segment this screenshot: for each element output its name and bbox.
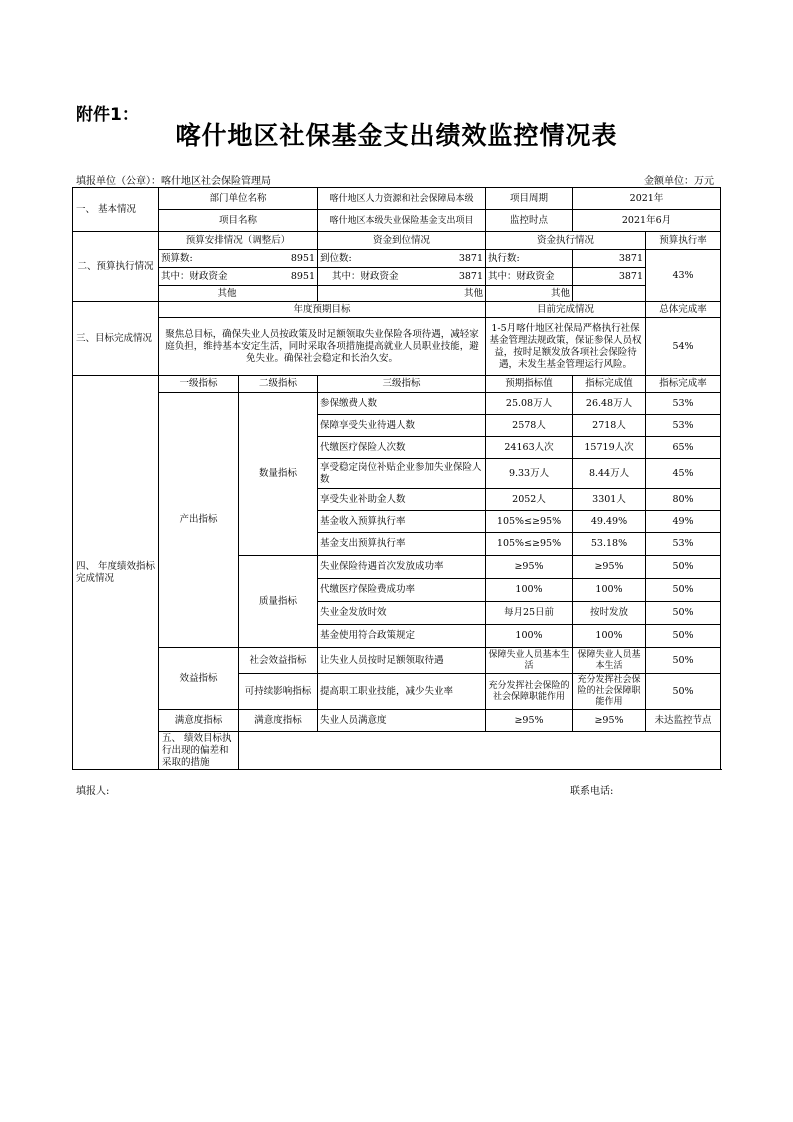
indicator-name: 让失业人员按时足额领取待遇 bbox=[318, 648, 486, 674]
fin-arrival-cell bbox=[318, 268, 486, 286]
goal-head-total: 总体完成率 bbox=[646, 302, 721, 318]
other-exec-label: 其他 bbox=[486, 286, 573, 302]
indicator-actual: 53.18% bbox=[573, 533, 646, 556]
indicator-rate: 50% bbox=[646, 648, 721, 674]
other-arrival-label: 其他 bbox=[318, 286, 486, 302]
section-deviation: 五、 绩效目标执行出现的偏差和采取的措施 bbox=[159, 732, 239, 770]
goal-annual-text: 聚焦总目标，确保失业人员按政策及时足额领取失业保险各项待遇，减轻家庭负担，维持基本安定生活，同时采取各项措施提高就业人员职业技能，避免失业。确保社会稳定和长治久安。 bbox=[159, 318, 486, 376]
cycle-label: 项目周期 bbox=[486, 188, 573, 210]
indicator-rate: 50% bbox=[646, 556, 721, 579]
indicator-name: 保障享受失业待遇人数 bbox=[318, 415, 486, 437]
section-budget: 二、预算执行情况 bbox=[73, 232, 159, 302]
head-l1: 一级指标 bbox=[159, 376, 239, 393]
indicator-rate: 45% bbox=[646, 459, 721, 489]
indicator-name: 代缴医疗保险人次数 bbox=[318, 437, 486, 459]
indicator-expected: 充分发挥社会保险的社会保障职能作用 bbox=[486, 674, 573, 710]
indicator-actual: 15719人次 bbox=[573, 437, 646, 459]
performance-table bbox=[72, 187, 721, 770]
indicator-expected: 9.33万人 bbox=[486, 459, 573, 489]
monitor-value: 2021年6月 bbox=[573, 210, 721, 232]
goal-head-current: 目前完成情况 bbox=[486, 302, 646, 318]
indicator-expected: 2578人 bbox=[486, 415, 573, 437]
indicator-rate: 未达监控节点 bbox=[646, 710, 721, 732]
indicator-rate: 53% bbox=[646, 415, 721, 437]
arrival-value: 3871 bbox=[458, 252, 484, 264]
l2-quality: 质量指标 bbox=[239, 556, 318, 648]
l2-sustain: 可持续影响指标 bbox=[239, 674, 318, 710]
goal-head-annual: 年度预期目标 bbox=[159, 302, 486, 318]
indicator-actual: 按时发放 bbox=[573, 602, 646, 625]
indicator-rate: 50% bbox=[646, 674, 721, 710]
other-label: 其他 bbox=[159, 286, 239, 302]
indicator-expected: 100% bbox=[486, 579, 573, 602]
attachment-label: 附件1： bbox=[76, 105, 139, 125]
head-l2: 二级指标 bbox=[239, 376, 318, 393]
section-basic: 一、 基本情况 bbox=[73, 188, 159, 232]
budget-head-exec: 资金执行情况 bbox=[486, 232, 646, 250]
fin-arrival: 3871 bbox=[458, 270, 484, 282]
budget-head-plan: 预算安排情况（调整后） bbox=[159, 232, 318, 250]
indicator-expected: 每月25日前 bbox=[486, 602, 573, 625]
indicator-actual: 8.44万人 bbox=[573, 459, 646, 489]
indicator-rate: 49% bbox=[646, 511, 721, 533]
arrival-cell bbox=[318, 250, 486, 268]
exec-value: 3871 bbox=[573, 250, 646, 268]
indicator-name: 提高职工职业技能，减少失业率 bbox=[318, 674, 486, 710]
indicator-rate: 50% bbox=[646, 625, 721, 648]
section-goal: 三、目标完成情况 bbox=[73, 302, 159, 376]
indicator-name: 代缴医疗保险费成功率 bbox=[318, 579, 486, 602]
indicator-actual: 100% bbox=[573, 579, 646, 602]
goal-total-value: 54% bbox=[646, 318, 721, 376]
l2-quantity: 数量指标 bbox=[239, 393, 318, 556]
contact-phone: 联系电话: bbox=[570, 786, 614, 797]
head-rate: 指标完成率 bbox=[646, 376, 721, 393]
indicator-expected: 24163人次 bbox=[486, 437, 573, 459]
indicator-expected: 25.08万人 bbox=[486, 393, 573, 415]
l1-output: 产出指标 bbox=[159, 393, 239, 648]
indicator-name: 失业金发放时效 bbox=[318, 602, 486, 625]
indicator-expected: ≥95% bbox=[486, 710, 573, 732]
l2-satisfaction: 满意度指标 bbox=[239, 710, 318, 732]
indicator-actual: 保障失业人员基本生活 bbox=[573, 648, 646, 674]
indicator-rate: 53% bbox=[646, 533, 721, 556]
other-plan bbox=[239, 286, 318, 302]
indicator-actual: 2718人 bbox=[573, 415, 646, 437]
section-annual: 四、 年度绩效指标完成情况 bbox=[73, 376, 159, 770]
indicator-expected: 保障失业人员基本生活 bbox=[486, 648, 573, 674]
budget-rate-value: 43% bbox=[646, 250, 721, 302]
indicator-actual: 3301人 bbox=[573, 489, 646, 511]
plan-label: 预算数: bbox=[159, 250, 239, 268]
l2-social: 社会效益指标 bbox=[239, 648, 318, 674]
filler-unit: 填报单位（公章）：喀什地区社会保险管理局 bbox=[76, 176, 271, 187]
indicator-expected: 105%≤≥95% bbox=[486, 511, 573, 533]
indicator-name: 基金收入预算执行率 bbox=[318, 511, 486, 533]
indicator-expected: 100% bbox=[486, 625, 573, 648]
goal-current-text: 1-5月喀什地区社保局严格执行社保基金管理法规政策，保证参保人员权益，按时足额发放各项社会保险待遇，未发生基金管理运行风险。 bbox=[486, 318, 646, 376]
deviation-content bbox=[239, 732, 721, 770]
indicator-rate: 53% bbox=[646, 393, 721, 415]
indicator-rate: 50% bbox=[646, 579, 721, 602]
indicator-name: 基金支出预算执行率 bbox=[318, 533, 486, 556]
exec-label: 执行数: bbox=[486, 250, 573, 268]
indicator-rate: 80% bbox=[646, 489, 721, 511]
indicator-expected: 2052人 bbox=[486, 489, 573, 511]
plan-value: 8951 bbox=[239, 250, 318, 268]
head-expected: 预期指标值 bbox=[486, 376, 573, 393]
indicator-name: 失业保险待遇首次发放成功率 bbox=[318, 556, 486, 579]
budget-head-rate: 预算执行率 bbox=[646, 232, 721, 250]
indicator-actual: 26.48万人 bbox=[573, 393, 646, 415]
head-l3: 三级指标 bbox=[318, 376, 486, 393]
indicator-rate: 50% bbox=[646, 602, 721, 625]
fin-exec: 3871 bbox=[573, 268, 646, 286]
indicator-expected: 105%≤≥95% bbox=[486, 533, 573, 556]
other-exec bbox=[573, 286, 646, 302]
project-value: 喀什地区本级失业保险基金支出项目 bbox=[318, 210, 486, 232]
indicator-name: 享受失业补助金人数 bbox=[318, 489, 486, 511]
fin-label: 其中：财政资金 bbox=[159, 268, 239, 286]
fin-exec-label: 其中：财政资金 bbox=[486, 268, 573, 286]
budget-head-arrival: 资金到位情况 bbox=[318, 232, 486, 250]
dept-value: 喀什地区人力资源和社会保障局本级 bbox=[318, 188, 486, 210]
fin-arrival-label: 其中：财政资金 bbox=[332, 270, 399, 282]
indicator-actual: 49.49% bbox=[573, 511, 646, 533]
cycle-value: 2021年 bbox=[573, 188, 721, 210]
indicator-name: 享受稳定岗位补贴企业参加失业保险人数 bbox=[318, 459, 486, 489]
fin-plan: 8951 bbox=[239, 268, 318, 286]
head-actual: 指标完成值 bbox=[573, 376, 646, 393]
indicator-rate: 65% bbox=[646, 437, 721, 459]
l1-benefit: 效益指标 bbox=[159, 648, 239, 710]
arrival-label: 到位数: bbox=[320, 252, 352, 264]
indicator-actual: 100% bbox=[573, 625, 646, 648]
indicator-expected: ≥95% bbox=[486, 556, 573, 579]
filler-person: 填报人: bbox=[76, 786, 110, 797]
indicator-name: 参保缴费人数 bbox=[318, 393, 486, 415]
indicator-actual: ≥95% bbox=[573, 710, 646, 732]
monitor-label: 监控时点 bbox=[486, 210, 573, 232]
indicator-name: 基金使用符合政策规定 bbox=[318, 625, 486, 648]
indicator-name: 失业人员满意度 bbox=[318, 710, 486, 732]
amount-unit: 金额单位：万元 bbox=[644, 176, 714, 187]
page-title: 喀什地区社保基金支出绩效监控情况表 bbox=[175, 121, 618, 150]
project-label: 项目名称 bbox=[159, 210, 318, 232]
l1-satisfaction: 满意度指标 bbox=[159, 710, 239, 732]
indicator-actual: ≥95% bbox=[573, 556, 646, 579]
indicator-actual: 充分发挥社会保险的社会保障职能作用 bbox=[573, 674, 646, 710]
dept-label: 部门单位名称 bbox=[159, 188, 318, 210]
